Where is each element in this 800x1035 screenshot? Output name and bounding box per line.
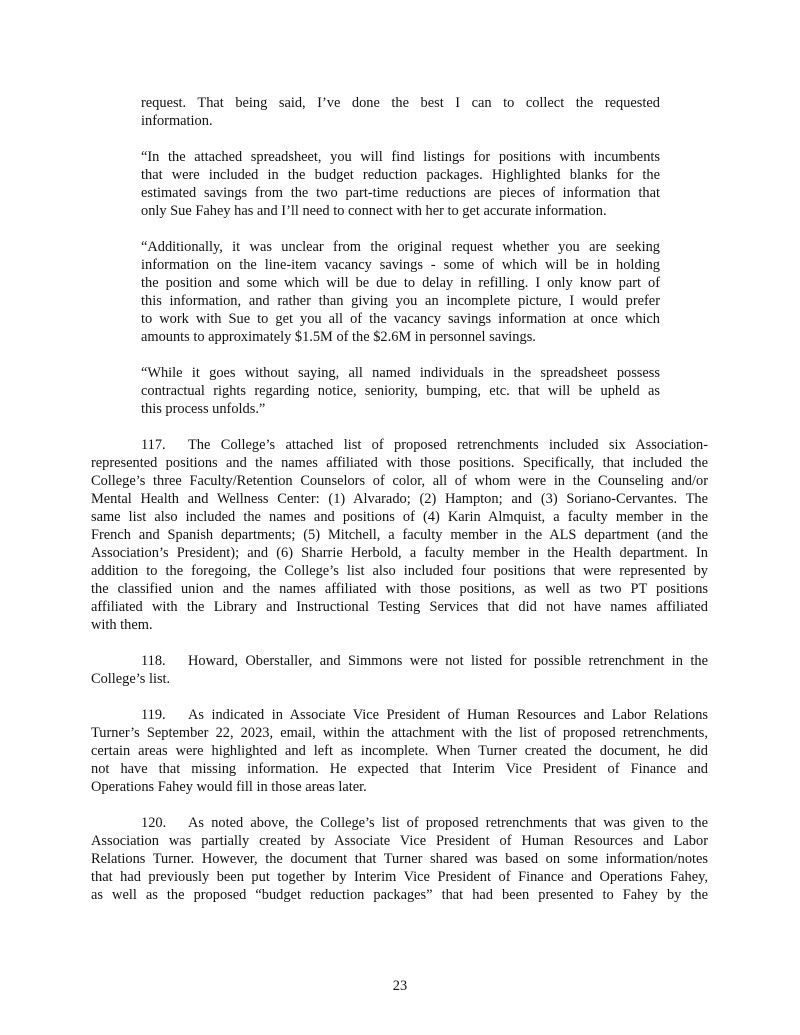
numbered-paragraph bbox=[0, 706, 800, 796]
text-line: only Sue Fahey has and I’ll need to connect with her to get accurate information. bbox=[141, 203, 607, 219]
quoted-paragraph bbox=[0, 364, 800, 418]
numbered-paragraph bbox=[0, 814, 800, 904]
text-line: “In the attached spreadsheet, you will find listings for positions with incumbents bbox=[141, 149, 660, 165]
text-line: Mental Health and Wellness Center: (1) Alvarado; (2) Hampton; and (3) Soriano-Cervantes. The bbox=[91, 491, 708, 507]
text-line: request. That being said, I’ve done the best I can to collect the requested bbox=[141, 95, 660, 111]
quoted-paragraph bbox=[0, 94, 800, 130]
text-line: to work with Sue to get you all of the vacancy savings information at once which bbox=[141, 311, 660, 327]
quoted-paragraph bbox=[0, 148, 800, 220]
paragraph-number: 119. bbox=[141, 707, 166, 723]
text-line: same list also included the names and positions of (4) Karin Almquist, a faculty member in the bbox=[91, 509, 708, 525]
text-line: contractual rights regarding notice, seniority, bumping, etc. that will be upheld as bbox=[141, 383, 660, 399]
text-line: College’s list. bbox=[91, 671, 171, 687]
text-line: information. bbox=[141, 113, 213, 129]
text-line: the classified union and the names affiliated with those positions, as well as two PT positions bbox=[91, 581, 708, 597]
text-line: Association was partially created by Associate Vice President of Human Resources and Labor bbox=[91, 833, 708, 849]
numbered-paragraph bbox=[0, 436, 800, 634]
text-line: amounts to approximately $1.5M of the $2.6M in personnel savings. bbox=[141, 329, 536, 345]
paragraph-number: 120. bbox=[141, 815, 167, 831]
text-line: affiliated with the Library and Instructional Testing Services that did not have names affiliated bbox=[91, 599, 708, 615]
text-line: that had previously been put together by Interim Vice President of Finance and Operations Fahey, bbox=[91, 869, 708, 885]
quoted-paragraph bbox=[0, 238, 800, 346]
text-line: this process unfolds.” bbox=[141, 401, 266, 417]
text-line: as well as the proposed “budget reduction packages” that had been presented to Fahey by the bbox=[91, 887, 708, 903]
text-line: “While it goes without saying, all named individuals in the spreadsheet possess bbox=[141, 365, 660, 381]
text-line: that were included in the budget reduction packages. Highlighted blanks for the bbox=[141, 167, 660, 183]
text-line: certain areas were highlighted and left as incomplete. When Turner created the document, he did bbox=[91, 743, 708, 759]
text-line bbox=[91, 814, 708, 832]
text-line: estimated savings from the two part-time reductions are pieces of information that bbox=[141, 185, 660, 201]
text-line: represented positions and the names affiliated with those positions. Specifically, that included the bbox=[91, 455, 708, 471]
line-text: The College’s attached list of proposed retrenchments included six Association- bbox=[188, 437, 708, 453]
text-line: with them. bbox=[91, 617, 153, 633]
text-line: the position and some which will be due to delay in refilling. I only know part of bbox=[141, 275, 660, 291]
line-text: Howard, Oberstaller, and Simmons were not listed for possible retrenchment in the bbox=[188, 653, 708, 669]
text-line bbox=[91, 652, 708, 670]
text-line bbox=[91, 436, 708, 454]
text-line: this information, and rather than giving you an incomplete picture, I would prefer bbox=[141, 293, 660, 309]
page-number: 23 bbox=[392, 978, 408, 994]
text-line: not have that missing information. He expected that Interim Vice President of Finance and bbox=[91, 761, 708, 777]
line-text: As indicated in Associate Vice President of Human Resources and Labor Relations bbox=[188, 707, 708, 723]
paragraph-number: 117. bbox=[141, 437, 166, 453]
text-line bbox=[91, 706, 708, 724]
text-line: French and Spanish departments; (5) Mitchell, a faculty member in the ALS department (and the bbox=[91, 527, 708, 543]
line-text: As noted above, the College’s list of proposed retrenchments that was given to the bbox=[188, 815, 708, 831]
document-body bbox=[0, 94, 800, 922]
text-line: information on the line-item vacancy savings - some of which will be in holding bbox=[141, 257, 660, 273]
text-line: addition to the foregoing, the College’s list also included four positions that were represented by bbox=[91, 563, 708, 579]
text-line: Association’s President); and (6) Sharrie Herbold, a faculty member in the Health department. In bbox=[91, 545, 708, 561]
paragraph-number: 118. bbox=[141, 653, 166, 669]
text-line: Operations Fahey would fill in those areas later. bbox=[91, 779, 367, 795]
text-line: “Additionally, it was unclear from the original request whether you are seeking bbox=[141, 239, 660, 255]
numbered-paragraph bbox=[0, 652, 800, 688]
text-line: Turner’s September 22, 2023, email, within the attachment with the list of proposed retrenchments, bbox=[91, 725, 708, 741]
text-line: Relations Turner. However, the document that Turner shared was based on some information/notes bbox=[91, 851, 708, 867]
text-line: College’s three Faculty/Retention Counselors of color, all of whom were in the Counseling and/or bbox=[91, 473, 708, 489]
